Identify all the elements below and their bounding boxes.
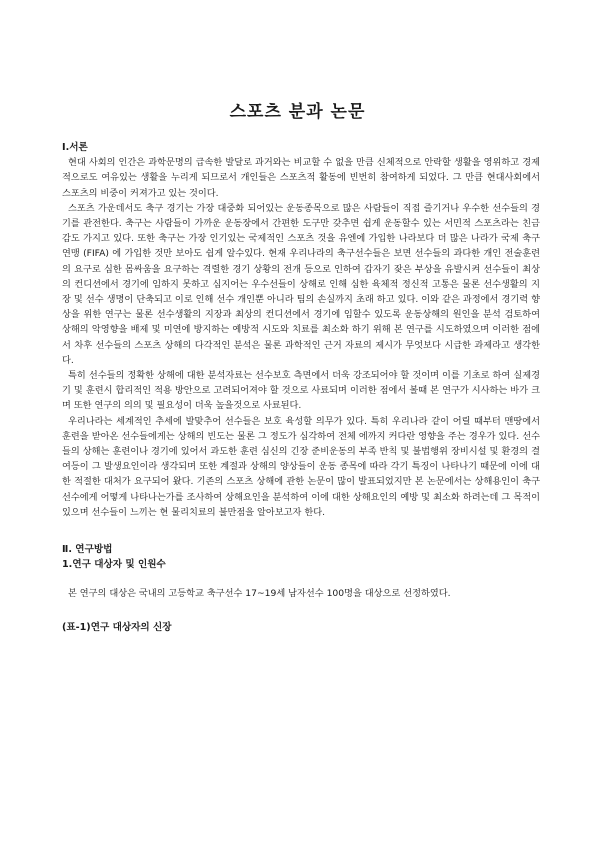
intro-paragraph-2: 스포츠 가운데서도 축구 경기는 가장 대중화 되어있는 운동종목으로 많은 사람들이 직접 즐기거나 우수한 선수들의 경기를 관전한다. 축구는 사람들이 가까운 운동장에서 간편한 도구만 갖추면 쉽게 운동할수 있는 서민적 스포츠라는 친금감도 가지고 있다. 또한 축구는 가장 인기있는 국제적인 스포츠 것을 유엔에 가입한 나라보다 더 많은 나라가 국제 축구 연맹 (FIFA) 에 가입한 것만 보아도 쉽게 알수있다. 현재 우리나라의 축구선수들은 보면 선수들의 과다한 개인 전술훈련의 요구로 심한 몸싸움을 요구하는 격렬한 경기 상황의 전개 등으로 인하여 갑자기 잦은 부상을 유발시켜 선수들이 최상의 컨디션에서 경기에 임하지 못하고 심지어는 우수선들이 상해로 인해 심한 육체적 정신적 고통은 물론 선수생활의 지장 및 선수 생명이 단축되고 이로 인해 선수 개인뿐 아니라 팀의 손실까지 초래 하고 있다. 이와 같은 과정에서 경기력 향상을 위한 연구는 물론 선수생활의 지장과 최상의 컨디션에서 경기에 임할수 있도록 운동상해의 원인을 분석 검토하여 상해의 악영향을 배제 및 미연에 방지하는 예방적 시도와 치료를 최소화 하기 위해 본 연구를 시도하였으며 이러한 점에서 차후 선수들의 스포츠 상해의 다각적인 분석은 물론 과학적인 근거 자료의 제시가 무엇보다 시급한 과제라고 생각한다.	[62, 202, 540, 366]
paper-body	[62, 140, 540, 635]
method-paragraph: 본 연구의 대상은 국내의 고등학교 축구선수 17~19세 남자선수 100명을 대상으로 선정하였다.	[68, 588, 451, 600]
table-caption: (표-1)연구 대상자의 신장	[62, 621, 172, 633]
subsection-heading: 1.연구 대상자 및 인원수	[62, 559, 166, 571]
paper-title: 스포츠 분과 논문	[229, 102, 366, 122]
intro-paragraph-3: 특히 선수들의 정확한 상해에 대한 분석자료는 선수보호 측면에서 더욱 강조되어야 할 것이며 이를 기초로 하여 실제경기 및 훈련시 합리적인 적용 방안으로 고려되어져야 할 것으로 사료되며 이러한 점에서 볼때 본 연구가 시사하는 바가 크며 또한 연구의 의의 및 필요성이 더욱 높을것으로 사료된다.	[62, 370, 540, 412]
section-2-heading: Ⅱ. 연구방법	[62, 544, 113, 556]
section-1-heading: Ⅰ.서론	[62, 142, 88, 153]
intro-paragraph-1: 현대 사회의 인간은 과학문명의 급속한 발달로 과거와는 비교할 수 없을 만큼 신체적으로 안락할 생활을 영위하고 경제적으로도 여유있는 생활을 누리게 되므로서 개인들은 스포츠적 활동에 빈번히 참여하게 되었다. 그 만큼 현대사회에서 스포츠의 비중이 커져가고 있는 것이다.	[62, 157, 540, 199]
intro-paragraph-4: 우리나라는 세계적인 추세에 발맞추어 선수들은 보호 육성할 의무가 있다. 특히 우리나라 같이 어릴 때부터 맨땅에서 훈련을 받아온 선수들에게는 상해의 빈도는 물론 그 정도가 심각하여 전체 에까지 커다란 영향을 주는 경우가 있다. 선수들의 상해는 훈련이나 경기에 있어서 과도한 훈련 심신의 긴장 준비운동의 부족 반칙 및 불법행위 장비시설 및 환경의 결여등이 그 발생요인이라 생각되며 또한 계절과 상해의 양상들이 운동 종목에 따라 각기 특징이 나타나기 때문에 이에 대한 적절한 대처가 요구되어 왔다. 기존의 스포츠 상해에 관한 논문이 많이 발표되었지만 본 논문에서는 상해용인이 축구선수에게 어떻게 나타나는가를 조사하여 상해요인을 분석하여 이에 대한 상해요인의 예방 및 최소화 하려는데 그 목적이 있으며 선수들이 느끼는 현 물리치료의 불만점을 알아보고자 한다.	[62, 415, 540, 518]
